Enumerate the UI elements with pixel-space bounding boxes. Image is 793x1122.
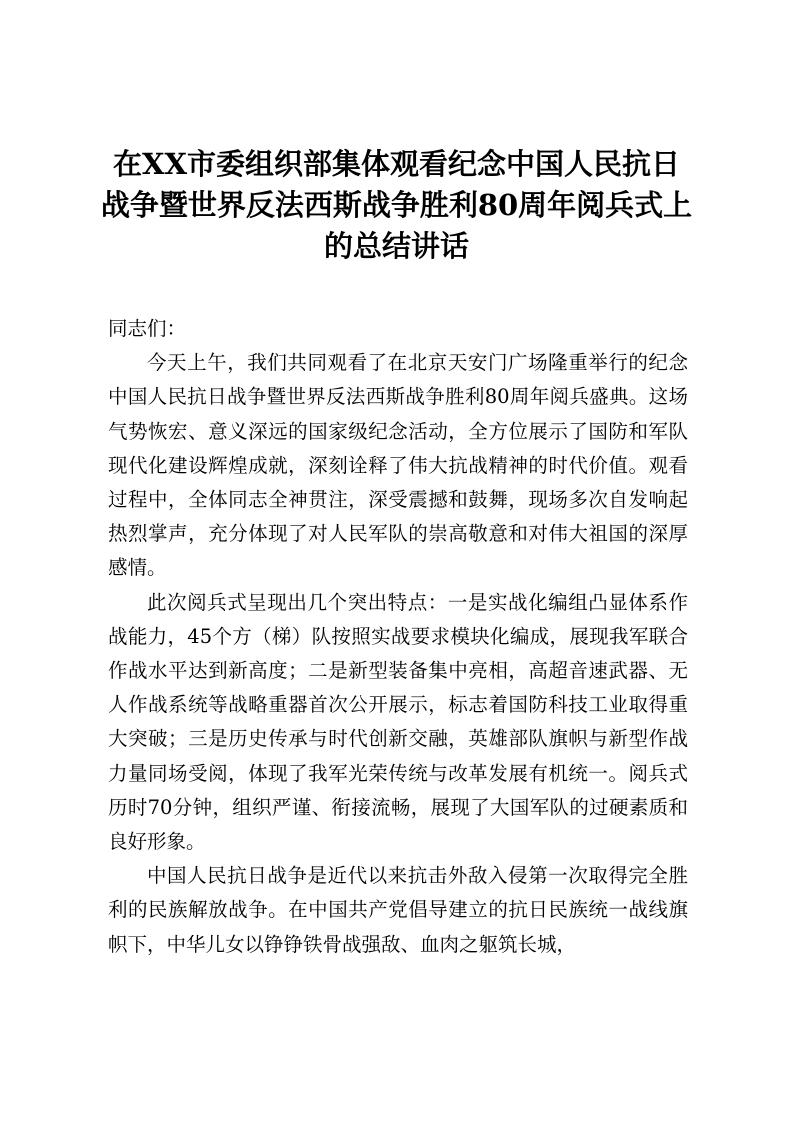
paragraph: 此次阅兵式呈现出几个突出特点：一是实战化编组凸显体系作战能力，45个方（梯）队按照实战要求模块化编成，展现我军联合作战水平达到新高度；二是新型装备集中亮相，高超音速武器、无人作战系统等战略重器首次公开展示，标志着国防科技工业取得重大突破；三是历史传承与时代创新交融，英雄部队旗帜与新型作战力量同场受阅，体现了我军光荣传统与改革发展有机统一。阅兵式历时70分钟，组织严谨、衔接流畅，展现了大国军队的过硬素质和良好形象。 xyxy=(108,590,688,854)
paragraph: 今天上午，我们共同观看了在北京天安门广场隆重举行的纪念中国人民抗日战争暨世界反法西斯战争胜利80周年阅兵盛典。这场气势恢宏、意义深远的国家级纪念活动，全方位展示了国防和军队现代化建设辉煌成就，深刻诠释了伟大抗战精神的时代价值。观看过程中，全体同志全神贯注，深受震撼和鼓舞，现场多次自发响起热烈掌声，充分体现了对人民军队的崇高敬意和对伟大祖国的深厚感情。 xyxy=(108,351,688,580)
salutation: 同志们： xyxy=(108,317,187,340)
document-body xyxy=(108,312,688,962)
paragraph: 中国人民抗日战争是近代以来抗击外敌入侵第一次取得完全胜利的民族解放战争。在中国共产党倡导建立的抗日民族统一战线旗帜下，中华儿女以铮铮铁骨战强敌、血肉之躯筑长城， xyxy=(108,864,688,956)
document-title: 在XX市委组织部集体观看纪念中国人民抗日战争暨世界反法西斯战争胜利80周年阅兵式上的总结讲话 xyxy=(100,147,693,263)
